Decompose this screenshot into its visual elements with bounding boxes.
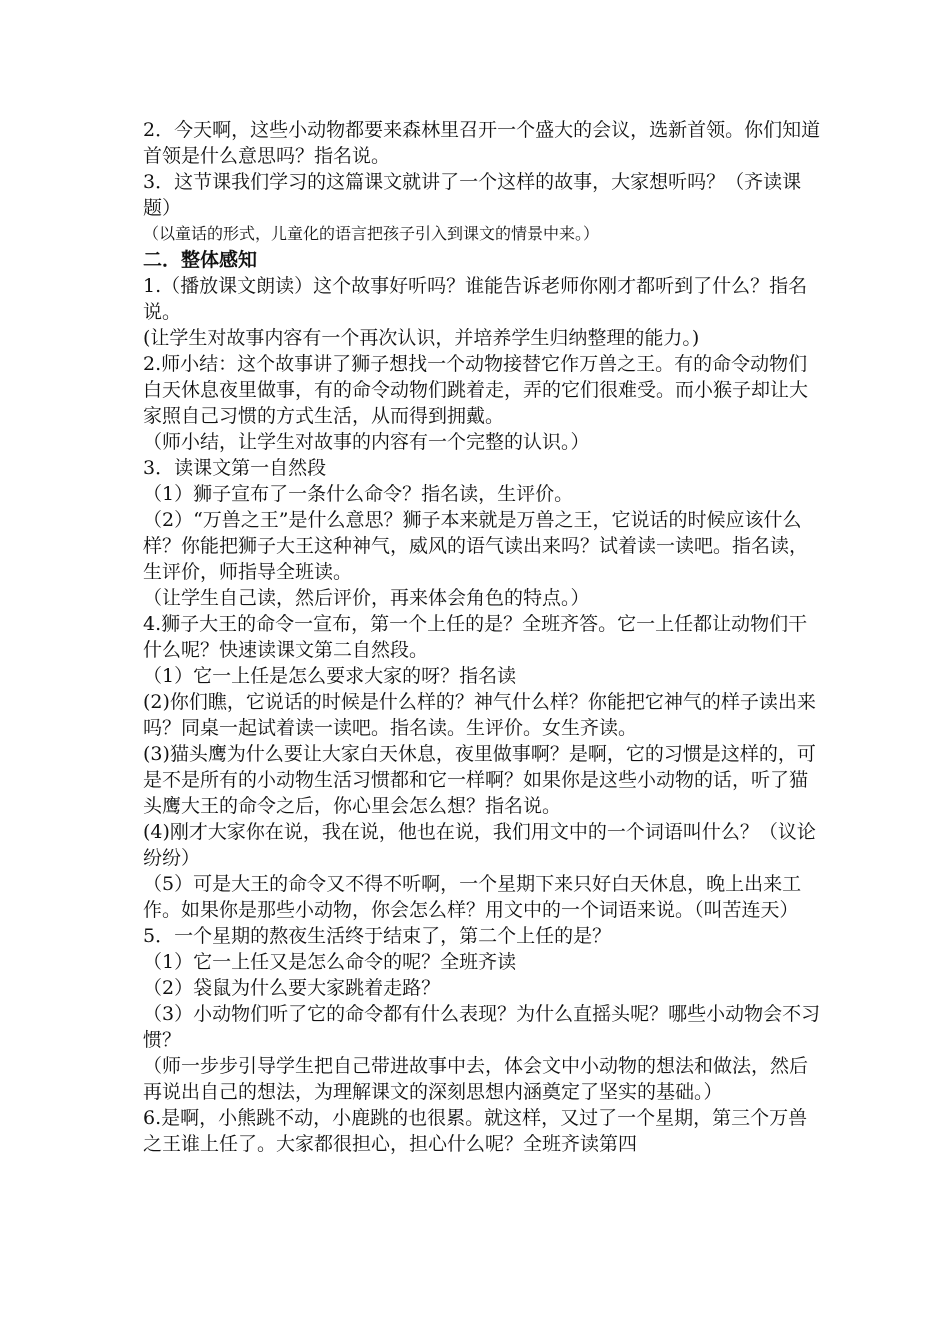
paragraph-23: 6.是啊，小熊跳不动，小鹿跳的也很累。就这样，又过了一个星期，第三个万兽之王谁上任了。大家都很担心，担心什么呢？全班齐读第四 — [143, 1107, 808, 1155]
paragraph-4: 1.（播放课文朗读）这个故事好听吗？谁能告诉老师你刚才都听到了什么？指名说。 — [143, 275, 808, 323]
paragraph-7: （师小结，让学生对故事的内容有一个完整的认识。） — [143, 431, 590, 453]
paragraph-17: （5）可是大王的命令又不得不听啊，一个星期下来只好白天休息，晚上出来工作。如果你是那些小动物，你会怎么样？用文中的一个词语来说。（叫苦连天） — [143, 873, 802, 921]
paragraph-15: (3)猫头鹰为什么要让大家白天休息，夜里做事啊？是啊，它的习惯是这样的，可是不是所有的小动物生活习惯都和它一样啊？如果你是这些小动物的话，听了猫头鹰大王的命令之后，你心里会怎么想？指名说。 — [143, 743, 816, 817]
paragraph-22: （师一步步引导学生把自己带进故事中去，体会文中小动物的想法和做法，然后再说出自己的想法，为理解课文的深刻思想内涵奠定了坚实的基础。） — [143, 1055, 809, 1103]
document-body — [143, 117, 823, 1157]
teaching-note: （以童话的形式，儿童化的语言把孩子引入到课文的情景中来。） — [143, 224, 600, 243]
paragraph-13: （1）它一上任是怎么要求大家的呀？指名读 — [143, 665, 517, 687]
paragraph-18: 5．一个星期的熬夜生活终于结束了，第二个上任的是？ — [143, 925, 612, 947]
paragraph-16: (4)刚才大家你在说，我在说，他也在说，我们用文中的一个词语叫什么？（议论纷纷） — [143, 821, 816, 869]
section-heading: 二．整体感知 — [143, 249, 258, 271]
paragraph-2: 3．这节课我们学习的这篇课文就讲了一个这样的故事，大家想听吗？（齐读课题） — [143, 171, 802, 219]
paragraph-12: 4.狮子大王的命令一宣布，第一个上任的是？全班齐答。它一上任都让动物们干什么呢？快速读课文第二自然段。 — [143, 613, 808, 661]
paragraph-10: （2）“万兽之王”是什么意思？狮子本来就是万兽之王，它说话的时候应该什么样？你能把狮子大王这种神气，威风的语气读出来吗？试着读一读吧。指名读，生评价，师指导全班读。 — [143, 509, 809, 583]
paragraph-1: 2．今天啊，这些小动物都要来森林里召开一个盛大的会议，选新首领。你们知道首领是什么意思吗？指名说。 — [143, 119, 821, 167]
paragraph-21: （3）小动物们听了它的命令都有什么表现？为什么直摇头呢？哪些小动物会不习惯？ — [143, 1003, 821, 1051]
paragraph-11: （让学生自己读，然后评价，再来体会角色的特点。） — [143, 587, 590, 609]
paragraph-19: （1）它一上任又是怎么命令的呢？全班齐读 — [143, 951, 517, 973]
paragraph-20: （2）袋鼠为什么要大家跳着走路？ — [143, 977, 441, 999]
paragraph-6: 2.师小结：这个故事讲了狮子想找一个动物接替它作万兽之王。有的命令动物们白天休息夜里做事，有的命令动物们跳着走，弄的它们很难受。而小猴子却让大家照自己习惯的方式生活，从而得到拥戴。 — [143, 353, 809, 427]
paragraph-9: （1）狮子宣布了一条什么命令？指名读，生评价。 — [143, 483, 574, 505]
paragraph-5: (让学生对故事内容有一个再次认识，并培养学生归纳整理的能力。) — [143, 327, 700, 349]
paragraph-8: 3．读课文第一自然段 — [143, 457, 327, 479]
paragraph-14: (2)你们瞧，它说话的时候是什么样的？神气什么样？你能把它神气的样子读出来吗？同桌一起试着读一读吧。指名读。生评价。女生齐读。 — [143, 691, 816, 739]
